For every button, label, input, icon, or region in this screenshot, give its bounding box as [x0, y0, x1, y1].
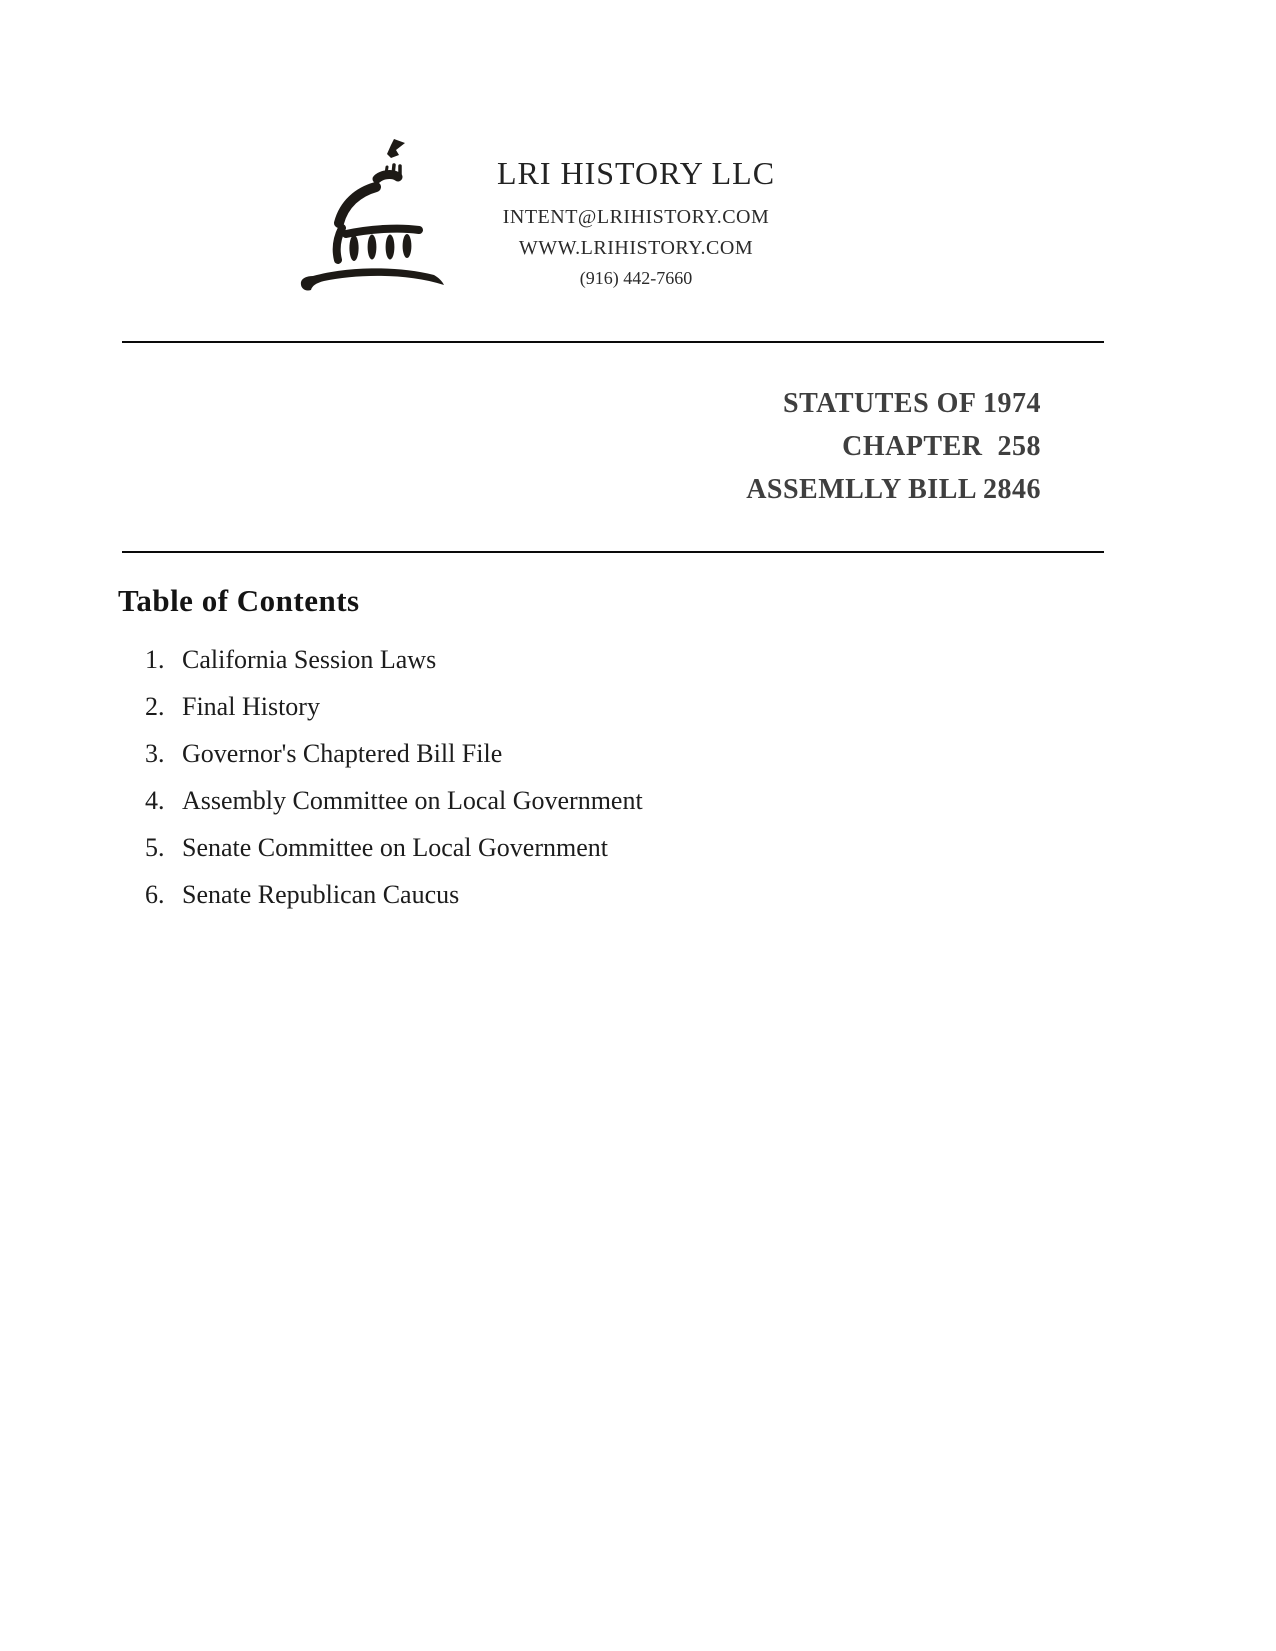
toc-item-5: [145, 833, 945, 880]
statutes-line: STATUTES OF 1974: [783, 388, 1041, 419]
divider-bottom: [122, 551, 1104, 553]
toc-item-label: Senate Republican Caucus: [182, 880, 460, 909]
contact-website: WWW.LRIHISTORY.COM: [518, 237, 754, 259]
chapter-line: CHAPTER 258: [842, 431, 1041, 462]
toc-item-number: 2.: [145, 692, 165, 721]
toc-item-number: 1.: [145, 645, 165, 674]
contact-email: INTENT@LRIHISTORY.COM: [502, 206, 770, 228]
toc-item-3: [145, 739, 945, 786]
capitol-dome-logo-icon: [297, 130, 449, 292]
toc-item-number: 6.: [145, 880, 165, 909]
toc-item-number: 4.: [145, 786, 165, 815]
toc-item-label: Final History: [182, 692, 320, 721]
toc-item-4: [145, 786, 945, 833]
toc-item-6: [145, 880, 945, 927]
toc-heading: Table of Contents: [118, 583, 360, 618]
bill-line: ASSEMLLY BILL 2846: [746, 474, 1041, 505]
toc-item-number: 5.: [145, 833, 165, 862]
toc-item-1: [145, 645, 945, 692]
toc-item-number: 3.: [145, 739, 165, 768]
toc-item-label: Governor's Chaptered Bill File: [182, 739, 503, 768]
toc-list: [145, 645, 945, 927]
company-name: LRI HISTORY LLC: [496, 155, 776, 191]
divider-top: [122, 341, 1104, 343]
toc-item-2: [145, 692, 945, 739]
toc-item-label: California Session Laws: [182, 645, 437, 674]
contact-phone: (916) 442-7660: [579, 268, 693, 288]
document-title-block: [746, 382, 1041, 511]
toc-item-label: Assembly Committee on Local Government: [182, 786, 643, 815]
toc-item-label: Senate Committee on Local Government: [182, 833, 608, 862]
